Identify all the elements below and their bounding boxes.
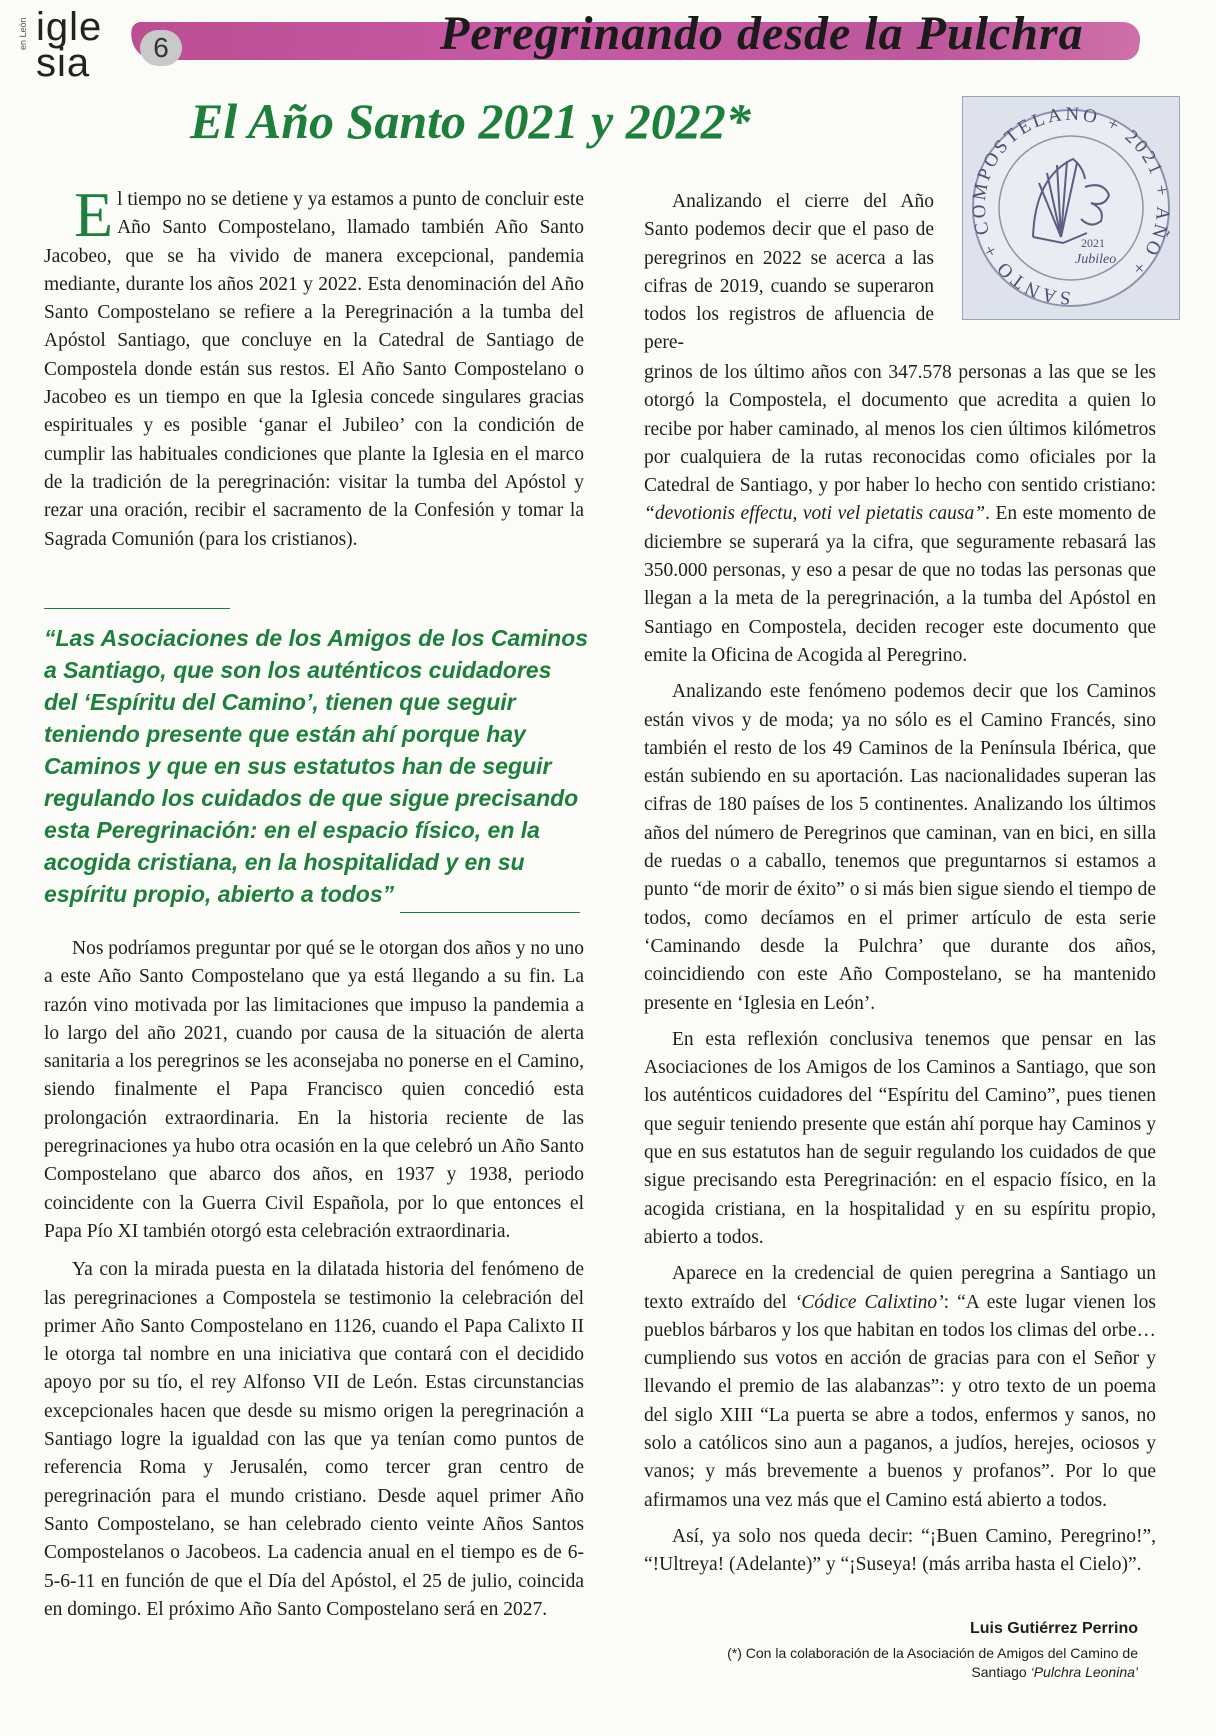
intro-paragraph: [44, 179, 584, 554]
left-column-intro: [44, 179, 584, 554]
section-title: Peregrinando desde la Pulchra: [440, 7, 1084, 60]
body-paragraph: [644, 1260, 1156, 1515]
right-column-top: [644, 188, 934, 358]
codex-title: ‘Códice Calixtino’: [794, 1291, 944, 1313]
footnote-association: ‘Pulchra Leonina’: [1030, 1664, 1138, 1680]
logo-word-2: sia: [36, 41, 91, 85]
drop-cap: E: [74, 179, 114, 250]
footnote-text: (*) Con la colaboración de la Asociación de Amigos del Camino de Santiago: [727, 1645, 1138, 1680]
body-paragraph: [644, 359, 1156, 670]
intro-text: l tiempo no se detiene y ya estamos a punto de concluir este Año Santo Compostelano, llamado también Año Santo Jacobeo, que se ha vivido de manera excepcional, pandemia mediante, durante los años 2021 y 2022. Esta denominación del Año Santo Compostelano se refiere a la Peregrinación a la tumba del Apóstol Santiago, que concluye en la Catedral de Santiago de Compostela donde están sus restos. El Año Santo Compostelano o Jacobeo es un tiempo en que la Iglesia concede singulares gracias espirituales y es posible ‘ganar el Jubileo’ con la condición de cumplir las habituales condiciones que plante la Iglesia en el marco de la tradición de la peregrinación: visitar la tumba del Apóstol y rezar una oración, recibir el sacramento de la Confesión y tomar la Sagrada Comunión (para los cristianos).: [44, 189, 584, 550]
logo-tiny: en León: [18, 17, 28, 50]
body-paragraph: Analizando este fenómeno podemos decir que los Caminos están vivos y de moda; ya no sólo es el Camino Francés, sino también el resto de los 49 Caminos de la Península Ibérica, que están subiendo en su aportación. Las nacionalidades superan las cifras de 180 países de los 5 continentes. Analizando los últimos años del número de Peregrinos que caminan, van en bici, en silla de ruedas o a caballo, tenemos que preguntarnos si estamos a punto “de morir de éxito” o si más bien sigue siendo el tiempo de todos, como decíamos en el primer artículo de esta serie ‘Caminando desde la Pulchra’ que durante dos años, coincidiendo con este Año Compostelano, se ha mantenido presente en ‘Iglesia en León’.: [644, 681, 1156, 1014]
pull-quote-rule-top: [44, 608, 230, 609]
body-paragraph: Nos podríamos preguntar por qué se le otorgan dos años y no uno a este Año Santo Compostelano que ya está llegando a su fin. La razón vino motivada por las limitaciones que impuso la pandemia a lo largo del año 2021, cuando por causa de la situación de alerta sanitaria a los peregrinos se les aconsejaba no ponerse en el Camino, siendo finalmente el Papa Francisco quien concedió esta prolongación extraordinaria. En la historia reciente de las peregrinaciones ya hubo otra ocasión en la que celebró un Año Santo Compostelano que abarco dos años, en 1937 y 1938, periodo coincidente con la Guerra Civil Española, por lo que entonces el Papa Pío XI también otorgó esta celebración extraordinaria.: [44, 938, 584, 1242]
author-name: Luis Gutiérrez Perrino: [969, 1620, 1138, 1637]
pull-quote: “Las Asociaciones de los Amigos de los Caminos a Santiago, que son los auténticos cuidadores del ‘Espíritu del Camino’, tienen que seguir teniendo presente que están ahí porque hay Caminos y que en sus estatutos han de seguir regulando los cuidados de que sigue precisando esta Peregrinación: en el espacio físico, en la acogida cristiana, en la hospitalidad y en su espíritu propio, abierto a todos”: [44, 625, 589, 907]
body-text: grinos de los último años con 347.578 personas a las que se les otorgó la Compostela, el documento que acredita a quien lo recibe por haber caminado, al menos los cien últimos kilómetros por cualquiera de la rutas reconocidas como oficiales por la Catedral de Santiago, y por haber lo hecho con sentido cristiano:: [644, 362, 1156, 497]
article-title: El Año Santo 2021 y 2022*: [190, 93, 751, 149]
body-paragraph: Así, ya solo nos queda decir: “¡Buen Camino, Peregrino!”, “!Ultreya! (Adelante)” y “¡Suseya! (más arriba hasta el Cielo)”.: [644, 1525, 1156, 1576]
pull-quote-rule-bottom: [400, 912, 580, 913]
latin-quote: “devotionis effectu, voti vel pietatis causa”: [644, 503, 986, 525]
body-paragraph: Ya con la mirada puesta en la dilatada historia del fenómeno de las peregrinaciones a Compostela se testimonio la celebración del primer Año Santo Compostelano en 1126, cuando el Papa Calixto II le otorga tal nombre en una iniciativa que contará con el decidido apoyo por su tío, el rey Alfonso VII de León. Estas circunstancias excepcionales hacen que desde su mismo origen la peregrinación a Santiago logre la igualdad con las que ya tenían como puntos de referencia Roma y Jerusalén, como tercer gran centro de peregrinación para el mundo cristiano. Desde aquel primer Año Santo Compostelano, se han celebrado ciento veinte Años Santos Compostelanos o Jacobeos. La cadencia anual en el tiempo es de 6-5-6-11 en función de que el Día del Apóstol, el 25 de julio, coincida en domingo. El próximo Año Santo Compostelano será en 2027.: [44, 1259, 584, 1620]
body-text: . En este momento de diciembre se superará ya la cifra, que seguramente rebasará las 350.000 personas, y eso a pesar de que no todas las personas que llegan a la meta de la peregrinación, a la tumba del Apóstol en Santiago en Compostela, deciden recoger este documento que emite la Oficina de Acogida al Peregrino.: [644, 503, 1157, 666]
page-number: 6: [140, 30, 182, 66]
magazine-logo: [16, 5, 134, 85]
left-column-body: [44, 935, 584, 1624]
right-column-body: [644, 359, 1156, 1579]
body-text: Aparece en la credencial de quien peregrina a Santiago un texto extraído del: [644, 1263, 1156, 1313]
body-paragraph: Analizando el cierre del Año Santo podemos decir que el paso de peregrinos en 2022 se acerca a las cifras de 2019, cuando se superaron todos los registros de afluencia de pere-: [644, 191, 934, 354]
seal-ring-text: SANTO + COMPOSTELANO + 2021 + AÑO +: [968, 103, 1174, 309]
jubileo-seal-image: [962, 96, 1180, 320]
seal-word: Jubileo: [1075, 252, 1117, 267]
seal-graphic: [963, 97, 1179, 319]
signature-block: [700, 1618, 1138, 1682]
body-text: : “A este lugar vienen los pueblos bárbaros y los que habitan en todos los climas del orbe… cumpliendo sus votos en acción de gracias para con el Señor y llevando el premio de las alabanzas”: y otro texto de un poema del siglo XIII “La puerta se abre a todos, enfermos y sanos, no solo a católicos sino aun a paganos, a judíos, herejes, ociosos y vanos; y más brevemente a buenos y profanos”. Por lo que afirmamos una vez más que el Camino está abierto a todos.: [644, 1291, 1156, 1511]
body-paragraph: En esta reflexión conclusiva tenemos que pensar en las Asociaciones de los Amigos de los Caminos a Santiago, que son los auténticos cuidadores del “Espíritu del Camino”, pues tienen que seguir teniendo presente que están ahí porque hay Caminos y que en sus estatutos han de seguir regulando los cuidados de que sigue precisando esta Peregrinación: en el espacio físico, en la acogida cristiana, en la hospitalidad y en su espíritu propio, abierto a todos.: [644, 1028, 1156, 1248]
seal-year: 2021: [1081, 236, 1105, 250]
footnote: [700, 1644, 1138, 1682]
logo-word-1: igle: [36, 5, 103, 49]
